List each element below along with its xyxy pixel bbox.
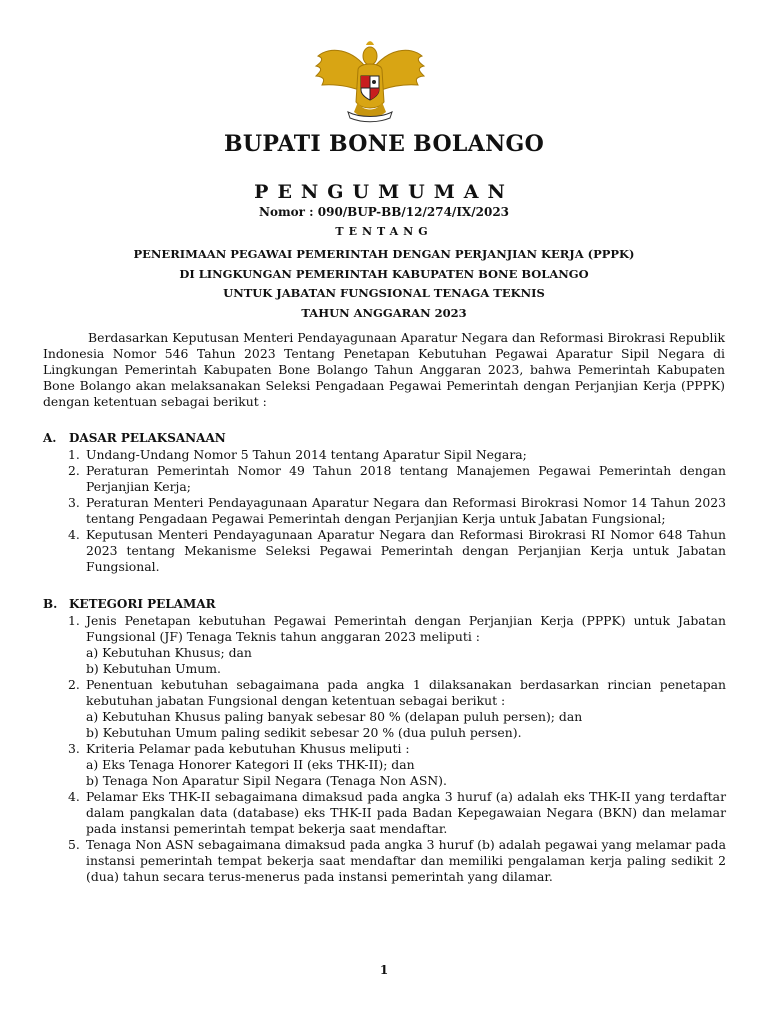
subject-line: TAHUN ANGGARAN 2023 bbox=[301, 305, 467, 320]
item-number: 3. bbox=[68, 495, 80, 510]
list-item bbox=[68, 789, 726, 837]
sub-item: b) Kebutuhan Umum. bbox=[86, 661, 221, 676]
list-item bbox=[68, 463, 726, 495]
item-number: 4. bbox=[68, 527, 80, 542]
list-item bbox=[68, 837, 726, 885]
sub-item: b) Tenaga Non Aparatur Sipil Negara (Tenaga Non ASN). bbox=[86, 773, 447, 788]
item-text: Pelamar Eks THK-II sebagaimana dimaksud pada angka 3 huruf (a) adalah eks THK-II yang terdaftar dalam pangkalan data (database) eks THK-II pada Badan Kepegawaian Negara (BKN) dan melamar pada instansi pemerintah tempat bekerja saat mendaftar. bbox=[86, 789, 726, 836]
sub-item: b) Kebutuhan Umum paling sedikit sebesar 20 % (dua puluh persen). bbox=[86, 725, 522, 740]
item-text: Peraturan Menteri Pendayagunaan Aparatur Negara dan Reformasi Birokrasi Nomor 14 Tahun 2023 tentang Pengadaan Pegawai Pemerintah dengan Perjanjian Kerja untuk Jabatan Fungsional; bbox=[86, 495, 726, 526]
item-number: 2. bbox=[68, 677, 80, 692]
section-title: KETEGORI PELAMAR bbox=[69, 597, 216, 611]
item-number: 2. bbox=[68, 463, 80, 478]
item-text: Undang-Undang Nomor 5 Tahun 2014 tentang Aparatur Sipil Negara; bbox=[86, 447, 527, 462]
subject-line: DI LINGKUNGAN PEMERINTAH KABUPATEN BONE BOLANGO bbox=[179, 266, 589, 281]
item-text: Penentuan kebutuhan sebagaimana pada angka 1 dilaksanakan berdasarkan rincian penetapan kebutuhan jabatan Fungsional dengan ketentuan sebagai berikut : bbox=[86, 677, 726, 708]
list-item bbox=[68, 741, 726, 789]
item-text: Kriteria Pelamar pada kebutuhan Khusus meliputi : bbox=[86, 741, 410, 756]
item-text: Peraturan Pemerintah Nomor 49 Tahun 2018 tentang Manajemen Pegawai Pemerintah dengan Perjanjian Kerja; bbox=[86, 463, 726, 494]
subject-line: PENERIMAAN PEGAWAI PEMERINTAH DENGAN PERJANJIAN KERJA (PPPK) bbox=[133, 247, 635, 261]
item-text: Keputusan Menteri Pendayagunaan Aparatur Negara dan Reformasi Birokrasi RI Nomor 648 Tahun 2023 tentang Mekanisme Seleksi Pegawai Pemerintah dengan Perjanjian Kerja untuk Jabatan Fungsional. bbox=[86, 527, 726, 574]
list-item bbox=[68, 447, 726, 463]
item-text: Jenis Penetapan kebutuhan Pegawai Pemerintah dengan Perjanjian Kerja (PPPK) untuk Jabatan Fungsional (JF) Tenaga Teknis tahun anggaran 2023 meliputi : bbox=[86, 613, 726, 644]
document-number: Nomor : 090/BUP-BB/12/274/IX/2023 bbox=[258, 205, 510, 219]
item-number: 3. bbox=[68, 741, 80, 756]
announcement-heading: PENGUMUMAN bbox=[254, 181, 514, 203]
item-number: 4. bbox=[68, 789, 80, 804]
page-number: 1 bbox=[379, 963, 389, 977]
section-title: DASAR PELAKSANAAN bbox=[69, 431, 226, 445]
item-number: 5. bbox=[68, 837, 80, 852]
sub-item: a) Eks Tenaga Honorer Kategori II (eks THK-II); dan bbox=[86, 757, 415, 772]
subject-line: UNTUK JABATAN FUNGSIONAL TENAGA TEKNIS bbox=[223, 286, 545, 300]
list-item bbox=[68, 677, 726, 741]
list-item bbox=[68, 613, 726, 677]
section-a-list bbox=[68, 447, 726, 575]
section-letter: B. bbox=[43, 597, 58, 611]
section-a-heading bbox=[43, 431, 226, 445]
item-number: 1. bbox=[68, 613, 80, 628]
intro-paragraph: Berdasarkan Keputusan Menteri Pendayagunaan Aparatur Negara dan Reformasi Birokrasi Republik Indonesia Nomor 546 Tahun 2023 Tentang Penetapan Kebutuhan Pegawai Aparatur Sipil Negara di Lingkungan Pemerintah Kabupaten Bone Bolango Tahun Anggaran 2023, bahwa Pemerintah Kabupaten Bone Bolango akan melaksanakan Seleksi Pengadaan Pegawai Pemerintah dengan Perjanjian Kerja (PPPK) dengan ketentuan sebagai berikut : bbox=[43, 330, 725, 409]
section-b-heading bbox=[43, 597, 216, 611]
section-b-list bbox=[68, 613, 726, 885]
item-number: 1. bbox=[68, 447, 80, 462]
sub-item: a) Kebutuhan Khusus; dan bbox=[86, 645, 252, 660]
sub-item: a) Kebutuhan Khusus paling banyak sebesar 80 % (delapan puluh persen); dan bbox=[86, 709, 583, 724]
garuda-emblem-icon bbox=[312, 40, 428, 124]
list-item bbox=[68, 495, 726, 527]
section-letter: A. bbox=[43, 431, 57, 445]
subject-block bbox=[0, 245, 768, 323]
about-heading: TENTANG bbox=[335, 225, 433, 238]
page-title: BUPATI BONE BOLANGO bbox=[223, 131, 545, 157]
list-item bbox=[68, 527, 726, 575]
item-text: Tenaga Non ASN sebagaimana dimaksud pada angka 3 huruf (b) adalah pegawai yang melamar pada instansi pemerintah tempat bekerja saat mendaftar dan memiliki pengalaman kerja paling sedikit 2 (dua) tahun secara terus-menerus pada instansi pemerintah yang dilamar. bbox=[86, 837, 726, 884]
